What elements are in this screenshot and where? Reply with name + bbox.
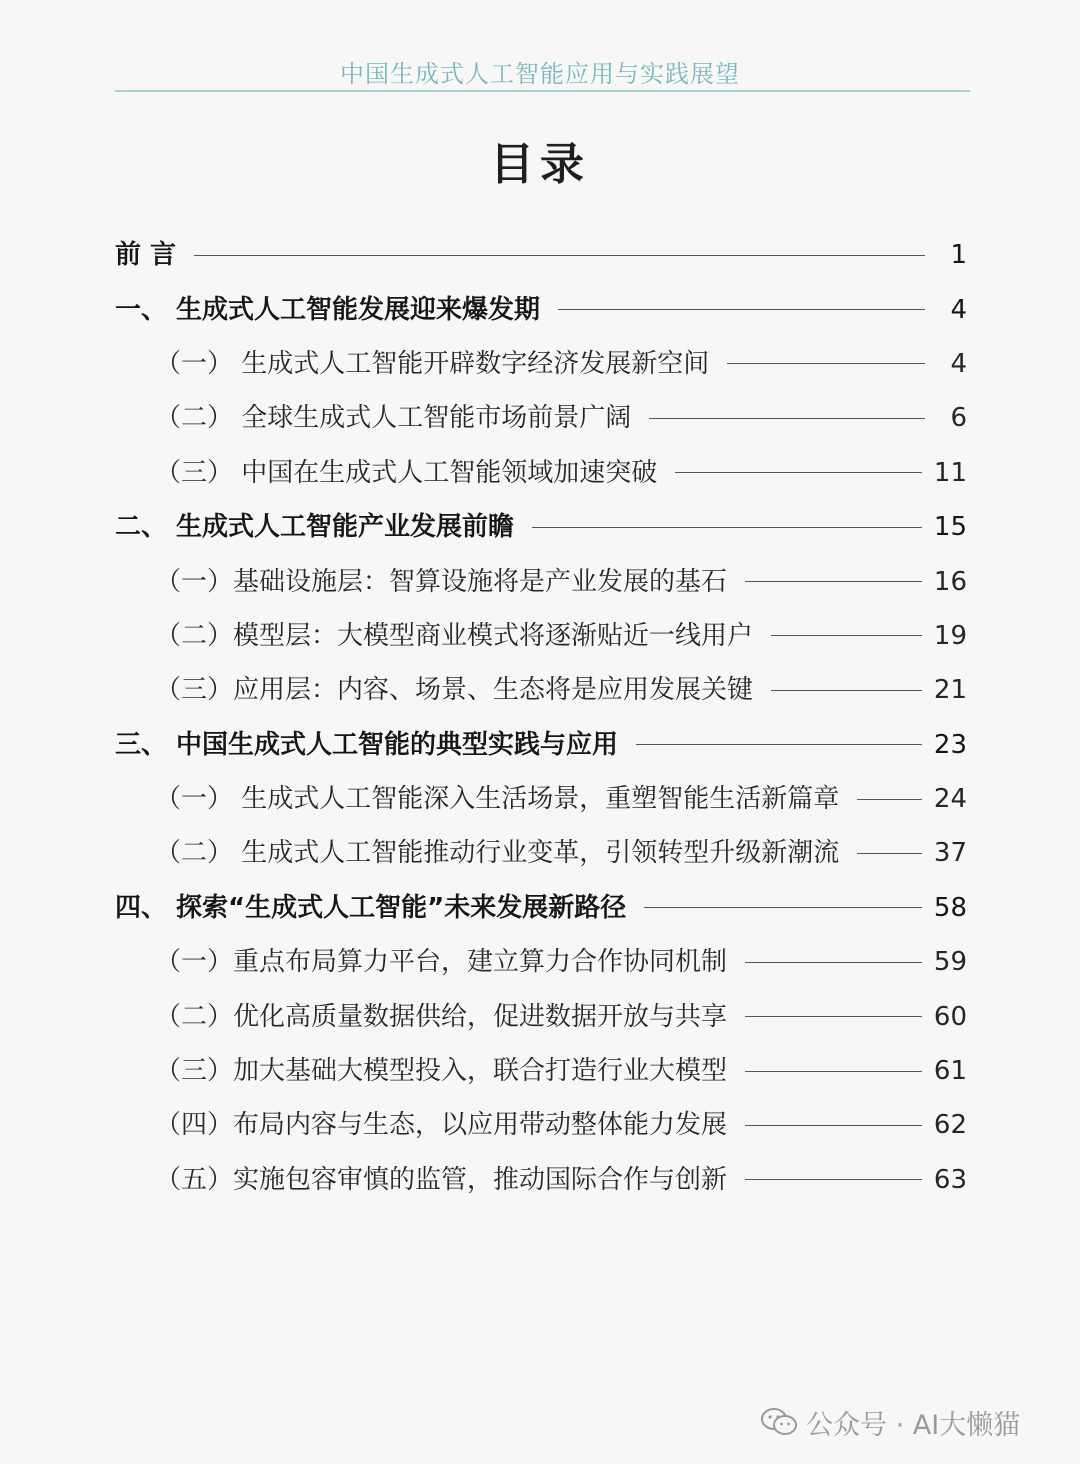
watermark-text: 公众号 · AI大懒猫 xyxy=(806,1409,1021,1441)
toc-subsection-entry[interactable] xyxy=(115,446,967,500)
toc-leader-line xyxy=(771,635,922,636)
toc-subsection-entry[interactable] xyxy=(115,1153,967,1207)
toc-section-entry[interactable] xyxy=(115,500,967,554)
toc-entry-label: （一）基础设施层：智算设施将是产业发展的基石 xyxy=(155,566,728,597)
toc-entry-label: 二、 生成式人工智能产业发展前瞻 xyxy=(115,512,515,543)
table-of-contents xyxy=(115,228,967,1207)
toc-section-entry[interactable] xyxy=(115,881,967,935)
toc-leader-line xyxy=(194,255,925,256)
toc-section-entry[interactable] xyxy=(115,282,967,336)
toc-leader-line xyxy=(857,799,922,800)
toc-subsection-entry[interactable] xyxy=(115,772,967,826)
toc-entry-label: 前 言 xyxy=(115,240,177,271)
toc-leader-line xyxy=(745,962,922,963)
toc-entry-label: 三、 中国生成式人工智能的典型实践与应用 xyxy=(115,729,619,760)
toc-leader-line xyxy=(727,363,925,364)
toc-leader-line xyxy=(532,527,922,528)
toc-leader-line xyxy=(675,472,922,473)
toc-entry-label: 一、 生成式人工智能发展迎来爆发期 xyxy=(115,294,541,325)
toc-leader-line xyxy=(857,853,922,854)
toc-subsection-entry[interactable] xyxy=(115,609,967,663)
toc-subsection-entry[interactable] xyxy=(115,826,967,880)
toc-page-number: 4 xyxy=(950,348,967,379)
toc-entry-label: （三） 中国在生成式人工智能领域加速突破 xyxy=(155,457,658,488)
toc-entry-label: （五）实施包容审慎的监管，推动国际合作与创新 xyxy=(155,1164,728,1195)
toc-entry-label: （二） 生成式人工智能推动行业变革，引领转型升级新潮流 xyxy=(155,838,840,869)
toc-leader-line xyxy=(636,744,922,745)
toc-subsection-entry[interactable] xyxy=(115,554,967,608)
toc-section-entry[interactable] xyxy=(115,228,967,282)
toc-entry-label: （一）重点布局算力平台，建立算力合作协同机制 xyxy=(155,947,728,978)
wechat-icon xyxy=(760,1407,798,1437)
toc-subsection-entry[interactable] xyxy=(115,391,967,445)
running-header: 中国生成式人工智能应用与实践展望 xyxy=(340,60,740,88)
toc-entry-label: （一） 生成式人工智能深入生活场景，重塑智能生活新篇章 xyxy=(155,784,840,815)
toc-page-number: 61 xyxy=(933,1056,967,1087)
toc-title: 目录 xyxy=(490,139,590,190)
header-divider xyxy=(115,90,970,92)
toc-page-number: 21 xyxy=(933,675,967,706)
toc-page-number: 23 xyxy=(933,729,967,760)
toc-leader-line xyxy=(771,690,922,691)
toc-leader-line xyxy=(745,1179,922,1180)
toc-entry-label: （二）优化高质量数据供给，促进数据开放与共享 xyxy=(155,1001,728,1032)
toc-subsection-entry[interactable] xyxy=(115,663,967,717)
toc-page-number: 60 xyxy=(933,1001,967,1032)
toc-entry-label: （三）加大基础大模型投入，联合打造行业大模型 xyxy=(155,1056,728,1087)
toc-page-number: 4 xyxy=(950,294,967,325)
toc-entry-label: （一） 生成式人工智能开辟数字经济发展新空间 xyxy=(155,348,710,379)
toc-leader-line xyxy=(745,1016,922,1017)
toc-section-entry[interactable] xyxy=(115,718,967,772)
toc-entry-label: （四）布局内容与生态，以应用带动整体能力发展 xyxy=(155,1110,728,1141)
toc-page-number: 16 xyxy=(933,566,967,597)
toc-page-number: 19 xyxy=(933,620,967,651)
toc-leader-line xyxy=(644,907,922,908)
toc-entry-label: （三）应用层：内容、场景、生态将是应用发展关键 xyxy=(155,675,754,706)
toc-subsection-entry[interactable] xyxy=(115,337,967,391)
toc-subsection-entry[interactable] xyxy=(115,935,967,989)
toc-subsection-entry[interactable] xyxy=(115,989,967,1043)
toc-subsection-entry[interactable] xyxy=(115,1098,967,1152)
toc-leader-line xyxy=(745,581,922,582)
toc-subsection-entry[interactable] xyxy=(115,1044,967,1098)
toc-entry-label: 四、 探索“生成式人工智能”未来发展新路径 xyxy=(115,892,627,923)
toc-entry-label: （二） 全球生成式人工智能市场前景广阔 xyxy=(155,403,632,434)
toc-leader-line xyxy=(558,309,925,310)
toc-page-number: 1 xyxy=(950,240,967,271)
toc-page-number: 59 xyxy=(933,947,967,978)
toc-page-number: 6 xyxy=(950,403,967,434)
toc-leader-line xyxy=(745,1071,922,1072)
watermark xyxy=(760,1402,1020,1442)
toc-page-number: 11 xyxy=(933,457,967,488)
toc-page-number: 62 xyxy=(933,1110,967,1141)
toc-leader-line xyxy=(745,1125,922,1126)
toc-page-number: 63 xyxy=(933,1164,967,1195)
toc-page-number: 58 xyxy=(933,892,967,923)
toc-page-number: 37 xyxy=(933,838,967,869)
toc-page-number: 24 xyxy=(933,784,967,815)
toc-leader-line xyxy=(649,418,925,419)
toc-page-number: 15 xyxy=(933,512,967,543)
toc-entry-label: （二）模型层：大模型商业模式将逐渐贴近一线用户 xyxy=(155,620,754,651)
